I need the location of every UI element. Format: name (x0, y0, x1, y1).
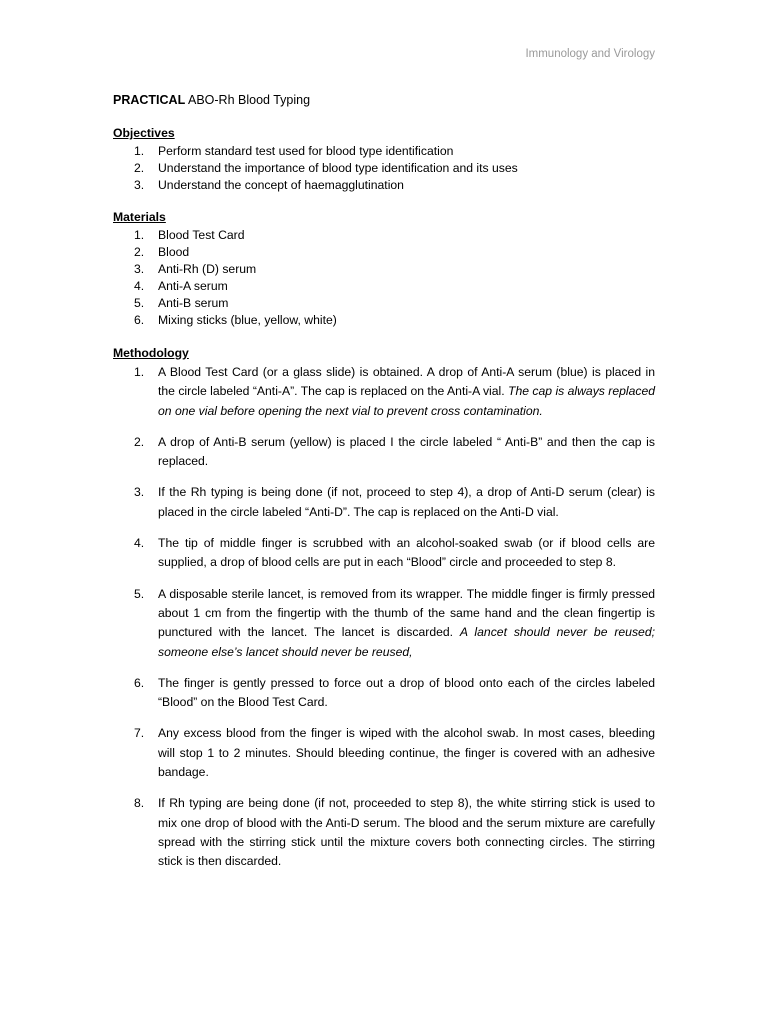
methodology-heading: Methodology (113, 346, 189, 360)
list-item: 4. Anti-A serum (134, 279, 228, 293)
list-item: 7. Any excess blood from the finger is wiped with the alcohol swab. In most cases, bleeding will stop 1 to 2 minutes. Should bleeding continue, the finger is covered with an adhesive bandage. (134, 726, 655, 780)
materials-heading: Materials (113, 210, 166, 224)
title-prefix: PRACTICAL (113, 93, 186, 107)
list-item: 6. The finger is gently pressed to force out a drop of blood onto each of the circles labeled “Blood” on the Blood Test Card. (134, 675, 655, 710)
list-item: 4. The tip of middle finger is scrubbed with an alcohol-soaked swab (or if blood cells are supplied, a drop of blood cells are put in each “Blood” circle and proceeded to step 8. (134, 536, 655, 570)
page-title (113, 91, 310, 110)
list-item: 3. Anti-Rh (D) serum (134, 262, 257, 276)
list-item: 3. If the Rh typing is being done (if not, proceed to step 4), a drop of Anti-D serum (clear) is placed in the circle labeled “Anti-D”. The cap is replaced on the Anti-D vial. (134, 485, 655, 519)
list-item: 2. A drop of Anti-B serum (yellow) is placed I the circle labeled “ Anti-B” and then the cap is replaced. (134, 434, 655, 469)
list-item: 3. Understand the concept of haemagglutination (134, 178, 404, 192)
materials-section (113, 208, 655, 329)
list-item: 1. Blood Test Card (134, 228, 245, 242)
materials-list (113, 227, 655, 329)
list-item: 5. Anti-B serum (134, 296, 229, 310)
objectives-heading: Objectives (113, 126, 175, 140)
objectives-list (113, 143, 655, 194)
methodology-section (113, 344, 655, 884)
list-item: 1. A Blood Test Card (or a glass slide) is obtained. A drop of Anti-A serum (blue) is placed in the circle labeled “Anti-A”. The cap is replaced on the Anti-A vial. The cap is always replaced on one vial before opening the next vial to prevent cross contamination. (134, 365, 656, 418)
list-item: 1. Perform standard test used for blood type identification (134, 144, 454, 158)
running-header: Immunology and Virology (525, 48, 655, 60)
list-item: 2. Understand the importance of blood type identification and its uses (134, 161, 518, 175)
objectives-section (113, 124, 655, 194)
list-item: 2. Blood (134, 245, 190, 259)
methodology-list (113, 363, 655, 872)
title-text: ABO-Rh Blood Typing (185, 93, 311, 107)
list-item: 5. A disposable sterile lancet, is removed from its wrapper. The middle finger is firmly pressed about 1 cm from the fingertip with the thumb of the same hand and the clean fingertip is punctured with the lancet. The lancet is discarded. A lancet should never be reused; someone else’s lancet should never be reused, (134, 586, 655, 659)
list-item: 6. Mixing sticks (blue, yellow, white) (134, 313, 337, 327)
list-item: 8. If Rh typing are being done (if not, proceeded to step 8), the white stirring stick is used to mix one drop of blood with the Anti-D serum. The blood and the serum mixture are carefully spread with the stirring stick until the mixture covers both connecting circles. The stirring stick is then discarded. (134, 796, 655, 869)
